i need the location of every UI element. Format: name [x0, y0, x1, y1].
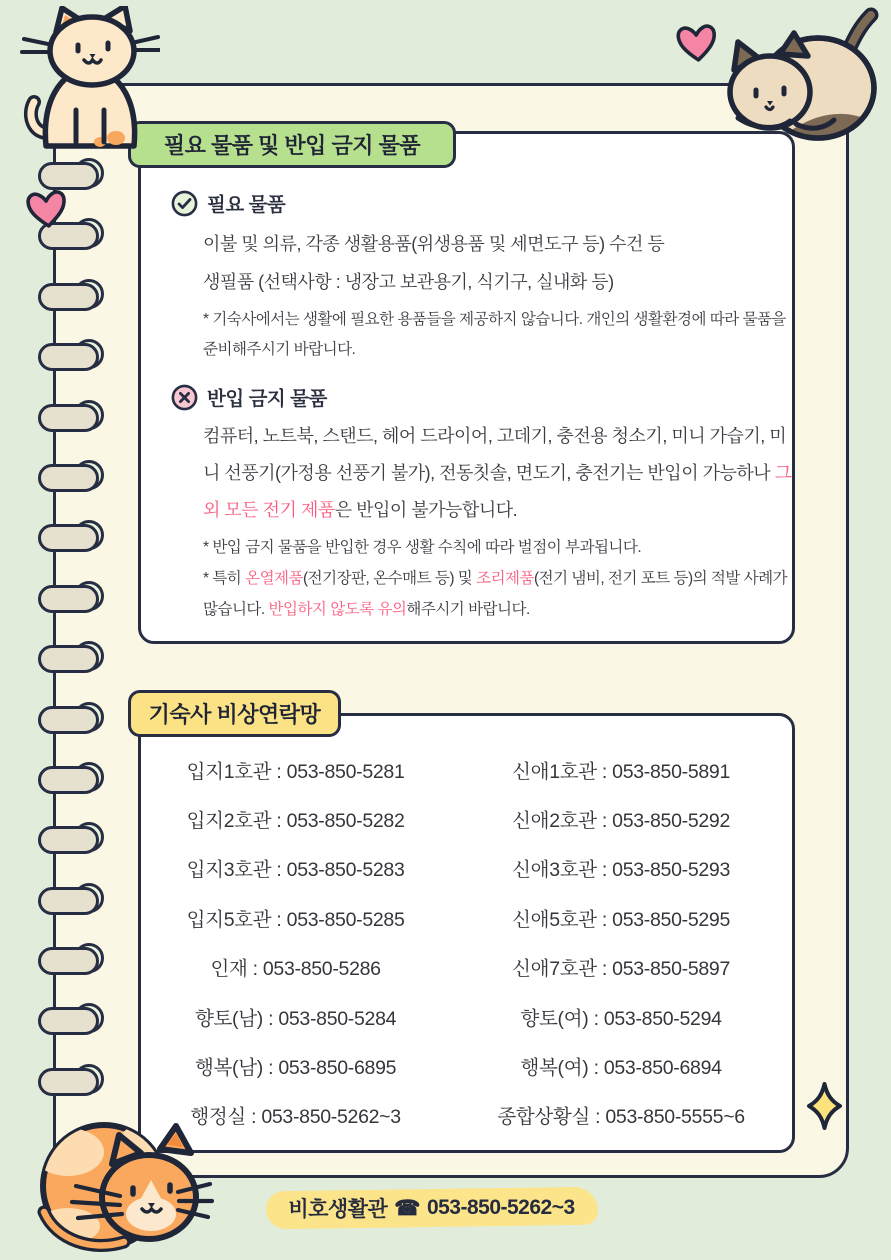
note2-warning: 반입하지 않도록 유의: [268, 601, 407, 618]
footer-text: [288, 1193, 574, 1223]
prohibited-items-body: [203, 418, 797, 625]
prohibited-items-title: 반입 금지 물품: [207, 388, 327, 410]
required-note: * 기숙사에서는 생활에 필요한 용품들을 제공하지 않습니다. 개인의 생활환경에 따라 물품을 준비해주시기 바랍니다.: [203, 311, 786, 358]
contact-row: [141, 943, 792, 992]
note2-text: (전기 냄비, 전기 포트 등)의 적발 사례가 많습니다.: [203, 570, 788, 618]
prohibited-note-1: * 반입 금지 물품을 반입한 경우 생활 수칙에 따라 벌점이 부과됩니다.: [203, 539, 642, 556]
required-items-body: [203, 225, 797, 365]
contact-entry: 행정실 : 053-850-5262~3: [190, 1106, 401, 1129]
binder-ring-icon: [38, 159, 104, 191]
contact-entry: 인재 : 053-850-5286: [210, 958, 381, 981]
items-section-badge: [128, 121, 456, 168]
ring-pill-icon: [38, 524, 99, 552]
ring-pill-icon: [38, 162, 99, 190]
note2-text: * 특히: [203, 570, 246, 587]
cat-curled-icon: [12, 1114, 214, 1258]
binder-ring-icon: [38, 340, 104, 372]
contacts-card: [138, 713, 795, 1153]
binder-ring-icon: [38, 401, 104, 433]
x-circle-icon: [171, 384, 198, 411]
required-line-2: 생필품 (선택사항 : 냉장고 보관용기, 식기구, 실내화 등): [203, 272, 614, 292]
phone-icon: ☎: [394, 1196, 420, 1220]
cat-lying-icon: [724, 4, 880, 146]
ring-pill-icon: [38, 1007, 99, 1035]
binder-ring-icon: [38, 703, 104, 735]
footer-inner: [288, 1190, 574, 1226]
ring-pill-icon: [38, 343, 99, 371]
ring-pill-icon: [38, 766, 99, 794]
required-items-heading: [171, 189, 285, 217]
binder-ring-icon: [38, 461, 104, 493]
binder-ring-icon: [38, 582, 104, 614]
contact-entry: 행복(여) : 053-850-6894: [520, 1057, 722, 1080]
contact-row: [141, 745, 792, 794]
contact-row: [141, 1091, 792, 1140]
contact-entry: 신애1호관 : 053-850-5891: [512, 760, 731, 783]
contact-entry: 입지3호관 : 053-850-5283: [186, 859, 405, 882]
contact-row: [141, 844, 792, 893]
binder-ring-icon: [38, 944, 104, 976]
check-circle-icon: [171, 190, 198, 217]
binder-ring-icon: [38, 280, 104, 312]
heart-icon: [24, 188, 70, 232]
contact-entry: 신애7호관 : 053-850-5897: [512, 958, 731, 981]
required-line-1: 이불 및 의류, 각종 생활용품(위생용품 및 세면도구 등) 수건 등: [203, 234, 665, 254]
binder-ring-icon: [38, 642, 104, 674]
prohibited-text-end: 은 반입이 불가능합니다.: [334, 500, 518, 520]
heart-icon: [674, 22, 719, 66]
binder-ring-icon: [38, 823, 104, 855]
sparkle-icon: [806, 1082, 843, 1130]
contacts-list: [141, 745, 792, 1140]
contacts-badge-label: 기숙사 비상연락망: [148, 702, 321, 727]
binder-ring-icon: [38, 1065, 104, 1097]
contact-entry: 종합상황실 : 053-850-5555~6: [497, 1106, 745, 1129]
ring-pill-icon: [38, 645, 99, 673]
binder-ring-icon: [38, 521, 104, 553]
ring-pill-icon: [38, 404, 99, 432]
prohibited-text: 컴퓨터, 노트북, 스탠드, 헤어 드라이어, 고데기, 충전용 청소기, 미니 가습기, 미니 선풍기(가정용 선풍기 불가), 전동칫솔, 면도기, 충전기는 반입이 가능하나: [203, 426, 787, 483]
contact-row: [141, 992, 792, 1041]
required-items-title: 필요 물품: [207, 194, 286, 216]
binder-ring-icon: [38, 763, 104, 795]
ring-pill-icon: [38, 464, 99, 492]
items-badge-label: 필요 물품 및 반입 금지 물품: [163, 133, 421, 158]
ring-pill-icon: [38, 585, 99, 613]
note2-heating: 온열제품: [245, 570, 303, 587]
binder-ring-icon: [38, 1004, 104, 1036]
items-card: [138, 131, 795, 644]
ring-pill-icon: [38, 826, 99, 854]
contact-entry: 행복(남) : 053-850-6895: [194, 1057, 397, 1080]
note2-text: (전기장판, 온수매트 등) 및: [303, 570, 477, 587]
contacts-section-badge: [128, 690, 341, 737]
contact-entry: 향토(여) : 053-850-5294: [520, 1007, 722, 1030]
footer-number: 053-850-5262~3: [426, 1196, 575, 1219]
contact-entry: 신애3호관 : 053-850-5293: [512, 859, 731, 882]
contact-entry: 향토(남) : 053-850-5284: [194, 1007, 397, 1030]
contact-row: [141, 893, 792, 942]
ring-pill-icon: [38, 1068, 99, 1096]
contact-entry: 입지1호관 : 053-850-5281: [186, 760, 405, 783]
contact-row: [141, 1041, 792, 1090]
footer-label: 비호생활관: [288, 1198, 388, 1221]
contact-entry: 신애2호관 : 053-850-5292: [512, 810, 731, 833]
contact-entry: 입지2호관 : 053-850-5282: [186, 810, 405, 833]
ring-pill-icon: [38, 947, 99, 975]
ring-pill-icon: [38, 283, 99, 311]
contact-entry: 신애5호관 : 053-850-5295: [512, 908, 731, 931]
prohibited-items-heading: [171, 383, 327, 411]
cat-sitting-icon: [18, 6, 160, 156]
prohibited-paragraph: [203, 418, 797, 529]
ring-pill-icon: [38, 887, 99, 915]
prohibited-note-2: [203, 563, 797, 625]
note2-cooking: 조리제품: [476, 570, 534, 587]
contact-entry: 입지5호관 : 053-850-5285: [186, 908, 405, 931]
ring-pill-icon: [38, 706, 99, 734]
note2-text: 해주시기 바랍니다.: [406, 601, 530, 618]
contact-row: [141, 794, 792, 843]
prohibited-highlight: 그 외 모든 전기 제품: [203, 463, 792, 520]
prohibited-notes: [203, 532, 797, 625]
binder-ring-icon: [38, 884, 104, 916]
